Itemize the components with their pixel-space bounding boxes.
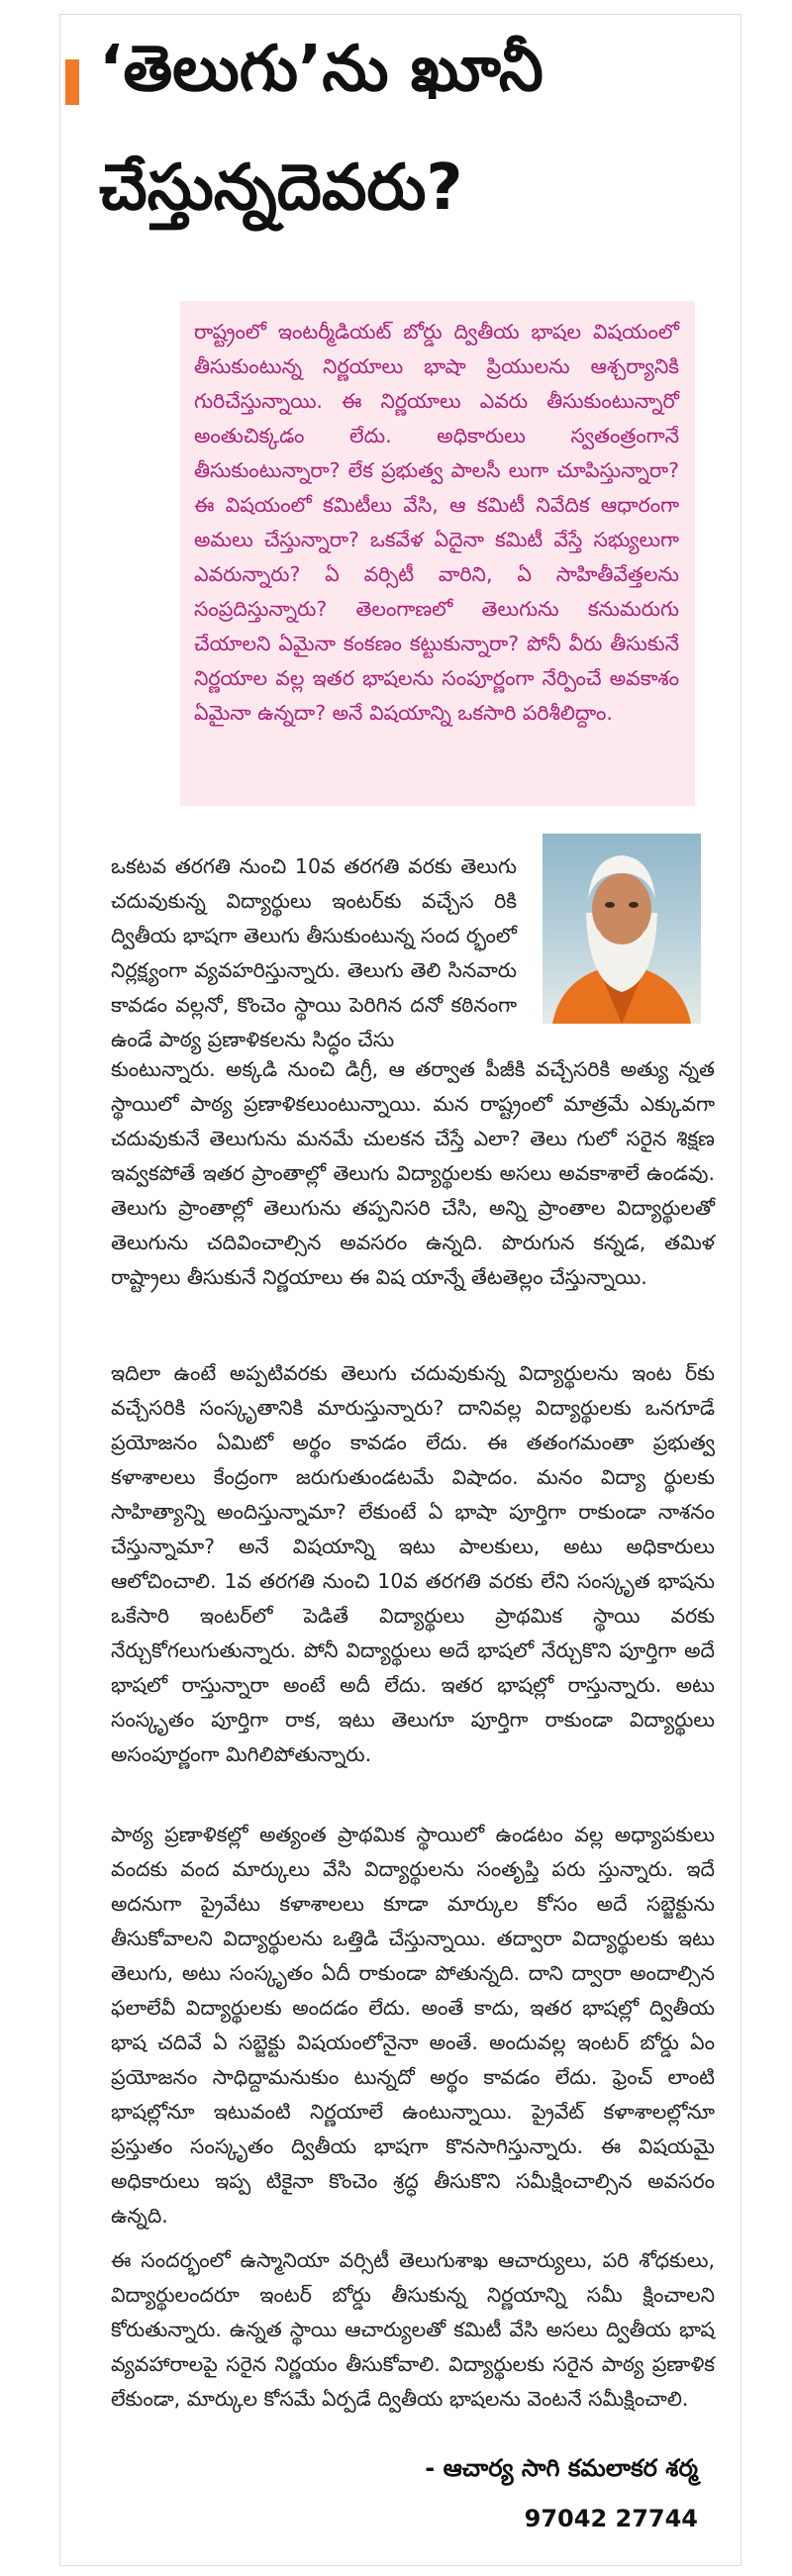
paragraph-4: ఈ సందర్భంలో ఉస్మానియా వర్సిటీ తెలుగుశాఖ ఆచార్యులు, పరి శోధకులు, విద్యార్థులందరూ ఇంటర్ బోర్డు తీసుకున్న నిర్ణయాన్ని సమీ క్షించాలని కోరుతున్నారు. ఉన్నత స్థాయి ఆచార్యులతో కమిటీ వేసి అసలు ద్వితీయ భాష వ్యవహారాలపై సరైన నిర్ణయం తీసుకోవాలి. విద్యార్థులకు సరైన పాఠ్య ప్రణాళిక లేకుండా, మార్కుల కోసమే ఏర్పడే ద్వితీయ భాషలను వెంటనే సమీక్షించాలి. [111, 2248, 715, 2411]
author-portrait-illustration [543, 834, 701, 1024]
paragraph-2: ఇదిలా ఉంటే అప్పటివరకు తెలుగు చదువుకున్న విద్యార్థులను ఇంట ర్‌కు వచ్చేసరికి సంస్కృతానికి మారుస్తున్నారు? దానివల్ల విద్యార్థులకు ఒనగూడే ప్రయోజనం ఏమిటో అర్థం కావడం లేదు. ఈ తతంగమంతా ప్రభుత్వ కళాశాలలు కేంద్రంగా జరుగుతుండటమే విషాదం. మనం విద్యా ర్థులకు సాహిత్యాన్ని అందిస్తున్నామా? లేకుంటే ఏ భాషా పూర్తిగా రాకుండా నాశనం చేస్తున్నామా? అనే విషయాన్ని ఇటు పాలకులు, అటు అధికారులు ఆలోచించాలి. 1వ తరగతి నుంచి 10వ తరగతి వరకు లేని సంస్కృత భాషను ఒకేసారి ఇంటర్‌లో పెడితే విద్యార్థులు ప్రాథమిక స్థాయి వరకు నేర్చుకోగలుగుతున్నారు. పోనీ విద్యార్థులు అదే భాషలో నేర్చుకొని పూర్తిగా అదే భాషలో రాస్తున్నారా అంటే అదీ లేదు. ఇతర భాషల్లో రాస్తున్నారు. అటు సంస్కృతం పూర్తిగా రాక, ఇటు తెలుగూ పూర్తిగా రాకుండా విద్యార్థులు అసంపూర్ణంగా మిగిలిపోతున్నారు. [111, 1361, 715, 1766]
paragraph-1-top: ఒకటవ తరగతి నుంచి 10వ తరగతి వరకు తెలుగు చదువుకున్న విద్యార్థులు ఇంటర్‌కు వచ్చేస రికి ద్వితీయ భాషగా తెలుగు తీసుకుంటున్న సంద ర్భంలో నిర్లక్ష్యంగా వ్యవహరిస్తున్నారు. తెలుగు తెలి సినవారు కావడం వల్లనో, కొంచెం స్థాయి పెరిగిన దనో కఠినంగా ఉండే పాఠ్య ప్రణాళికలను సిద్ధం చేసు [111, 854, 517, 1051]
author-photo [543, 834, 701, 1024]
author-phone: 97042 27744 [524, 2505, 698, 2532]
headline-line-1: ‘తెలుగు’ను ఖూనీ [99, 33, 544, 106]
author-signature: - ఆచార్య సాగి కమలాకర శర్మ [425, 2454, 698, 2482]
intro-text: రాష్ట్రంలో ఇంటర్మీడియట్ బోర్డు ద్వితీయ భాషల విషయంలో తీసుకుంటున్న నిర్ణయాలు భాషా ప్రియులను ఆశ్చర్యానికి గురిచేస్తున్నాయి. ఈ నిర్ణయాలు ఎవరు తీసుకుంటున్నారో అంతుచిక్కడం లేదు. అధికారులు స్వతంత్రంగానే తీసుకుంటున్నారా? లేక ప్రభుత్వ పాలసీ లుగా చూపిస్తున్నారా? ఈ విషయంలో కమిటీలు వేసి, ఆ కమిటీ నివేదిక ఆధారంగా అమలు చేస్తున్నారా? ఒకవేళ ఏదైనా కమిటీ వేస్తే సభ్యులుగా ఎవరున్నారు? ఏ వర్సిటీ వారిని, ఏ సాహితీవేత్తలను సంప్రదిస్తున్నారు? తెలంగాణలో తెలుగును కనుమరుగు చేయాలని ఏమైనా కంకణం కట్టుకున్నారా? పోనీ వీరు తీసుకునే నిర్ణయాల వల్ల ఇతర భాషలను సంపూర్ణంగా నేర్పించే అవకాశం ఏమైనా ఉన్నదా? అనే విషయాన్ని ఒకసారి పరిశీలిద్దాం. [194, 320, 679, 725]
headline-accent-bar [65, 59, 79, 105]
paragraph-3: పాఠ్య ప్రణాళికల్లో అత్యంత ప్రాథమిక స్థాయిలో ఉండటం వల్ల అధ్యాపకులు వందకు వంద మార్కులు వేసి విద్యార్థులను సంతృప్తి పరు స్తున్నారు. ఇదే అదనుగా ప్రైవేటు కళాశాలలు కూడా మార్కుల కోసం అదే సబ్జెక్టును తీసుకోవాలని విద్యార్థులను ఒత్తిడి చేస్తున్నాయి. తద్వారా విద్యార్థులకు ఇటు తెలుగు, అటు సంస్కృతం ఏదీ రాకుండా పోతున్నది. దాని ద్వారా అందాల్సిన ఫలాలేవీ విద్యార్థులకు అందడం లేదు. అంతే కాదు, ఇతర భాషల్లో ద్వితీయ భాష చదివే ఏ సబ్జెక్టు విషయంలోనైనా అంతే. అందువల్ల ఇంటర్ బోర్డు ఏం ప్రయోజనం సాధిద్దామనుకుం టున్నదో అర్థం కావడం లేదు. ఫ్రెంచ్ లాంటి భాషల్లోనూ ఇటువంటి నిర్ణయాలే ఉంటున్నాయి. ప్రైవేట్ కళాశాలల్లోనూ ప్రస్తుతం సంస్కృతం ద్వితీయ భాషగా కొనసాగిస్తున్నారు. ఈ విషయమై అధికారులు ఇప్ప టికైనా కొంచెం శ్రద్ధ తీసుకొని సమీక్షించాల్సిన అవసరం ఉన్నది. [111, 1823, 715, 2228]
headline-line-2: చేస్తున్నదెవరు? [99, 151, 463, 225]
paragraph-1-rest: కుంటున్నారు. అక్కడి నుంచి డిగ్రీ, ఆ తర్వాత పీజీకి వచ్చేసరికి అత్యు న్నత స్థాయిలో పాఠ్య ప్రణాళికలుంటున్నాయి. మన రాష్ట్రంలో మాత్రమే ఎక్కువగా చదువుకునే తెలుగును మనమే చులకన చేస్తే ఎలా? తెలు గులో సరైన శిక్షణ ఇవ్వకపోతే ఇతర ప్రాంతాల్లో తెలుగు విద్యార్థులకు అసలు అవకాశాలే ఉండవు. తెలుగు ప్రాంతాల్లో తెలుగును తప్పనిసరి చేసి, అన్ని ప్రాంతాల విద్యార్థులతో తెలుగును చదివించాల్సిన అవసరం ఉన్నది. పొరుగున కన్నడ, తమిళ రాష్ట్రాలు తీసుకునే నిర్ణయాలు ఈ విష యాన్నే తేటతెల్లం చేస్తున్నాయి. [111, 1057, 715, 1289]
